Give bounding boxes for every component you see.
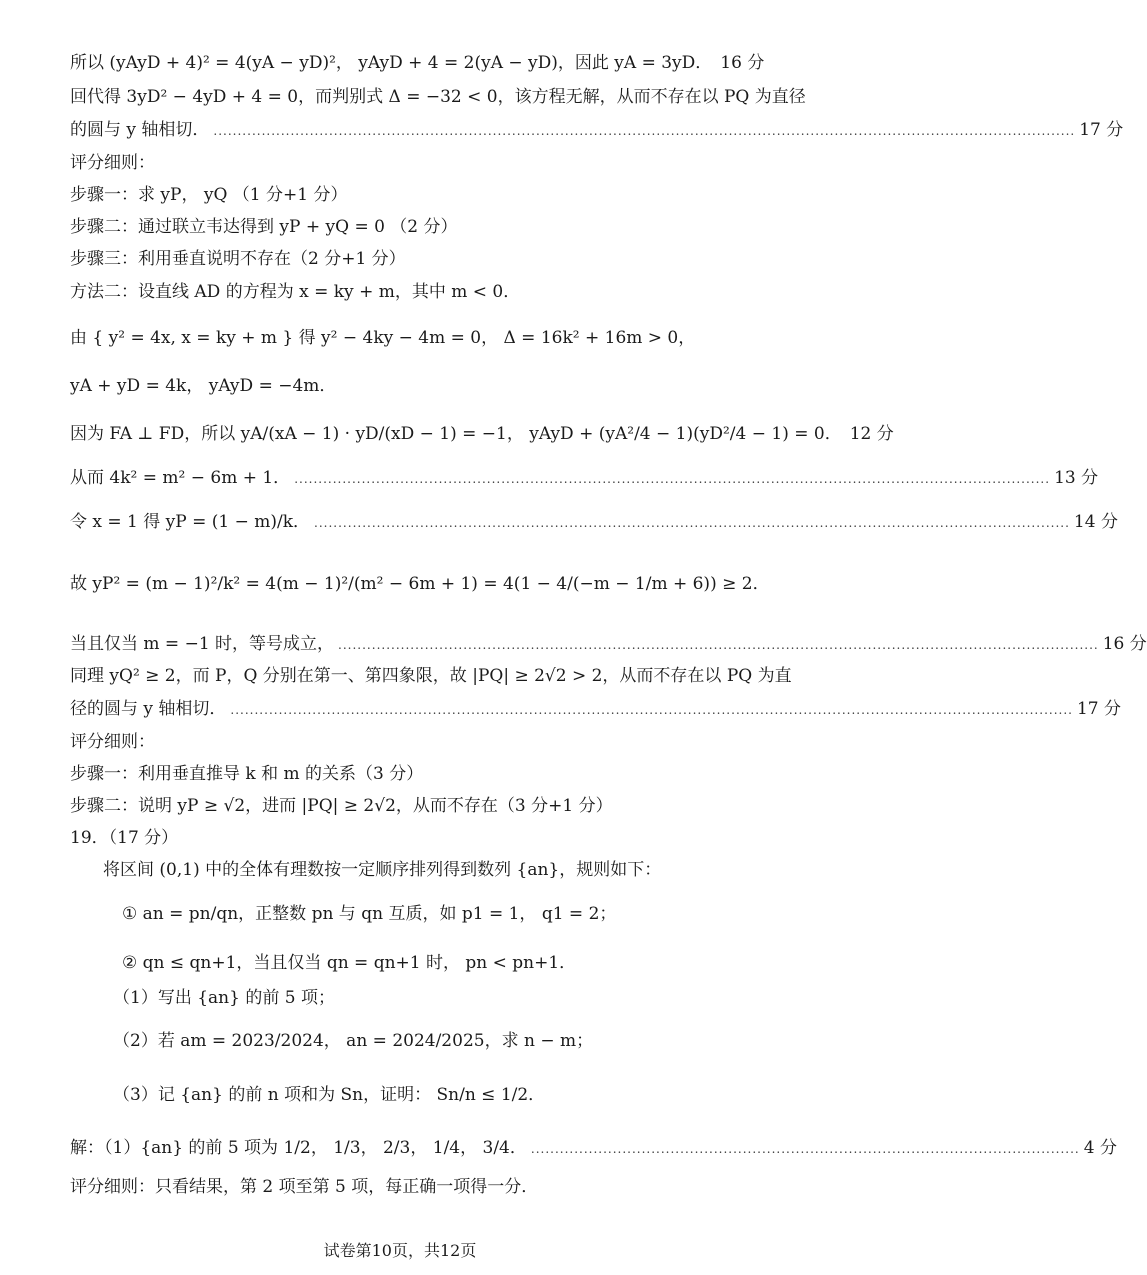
line-text: 当且仅当 m = −1 时，等号成立，: [70, 634, 335, 654]
rubric2-step-1: 步骤一：利用垂直推导 k 和 m 的关系（3 分）: [70, 764, 424, 784]
line-16pts-a: [70, 53, 765, 73]
rubric2-step-2: 步骤二：说明 yP ≥ √2，进而 |PQ| ≥ 2√2，从而不存在（3 分+1 分）: [70, 796, 613, 816]
leader-dots: ..................................................................................................................: [530, 1142, 1080, 1156]
leader-dots: .............................................................................................................................................................: [294, 472, 1051, 486]
rubric-heading-2: 评分细则：: [70, 732, 155, 752]
sub-question-1: （1）写出 {an} 的前 5 项；: [113, 988, 335, 1008]
rubric-step-3: 步骤三：利用垂直说明不存在（2 分+1 分）: [70, 249, 406, 269]
system-equation-line: 由 { y² = 4x, x = ky + m } 得 y² − 4ky − 4m = 0， Δ = 16k² + 16m > 0，: [70, 328, 696, 348]
inequality-line: 故 yP² = (m − 1)²/k² = 4(m − 1)²/(m² − 6m + 1) = 4(1 − 4/(−m − 1/m + 6)) ≥ 2．: [70, 574, 770, 594]
score-label: 14 分: [1073, 512, 1118, 532]
leader-dots: .............................................................................................................................................................: [314, 516, 1070, 530]
score-label: 17 分: [1079, 120, 1124, 140]
line-13pts: [70, 468, 1099, 488]
score-label: 13 分: [1054, 468, 1099, 488]
leader-dots: ...............................................................................................................................................................................: [230, 703, 1073, 717]
line-12pts: [70, 424, 894, 444]
score-label: 4 分: [1083, 1138, 1117, 1158]
sub-question-3: （3）记 {an} 的前 n 项和为 Sn，证明： Sn/n ≤ 1/2．: [113, 1085, 546, 1105]
line-text: 从而 4k² = m² − 6m + 1．: [70, 468, 291, 488]
line-17pts-a: [70, 120, 1124, 140]
line-text: 径的圆与 y 轴相切．: [70, 699, 227, 719]
vieta-line: yA + yD = 4k， yAyD = −4m．: [70, 376, 337, 396]
line-text: 回代得 3yD² − 4yD + 4 = 0，而判别式 Δ = −32 < 0，该方程无解，从而不存在以 PQ 为直径: [70, 87, 806, 107]
rule-1: ① an = pn/qn，正整数 pn 与 qn 互质，如 p1 = 1， q1 = 2；: [122, 904, 617, 924]
rubric-note-q19: 评分细则：只看结果，第 2 项至第 5 项，每正确一项得一分．: [70, 1177, 539, 1197]
leader-dots: ...................................................................................................................................................................................: [213, 124, 1076, 138]
rubric-step-2: 步骤二：通过联立韦达得到 yP + yQ = 0 （2 分）: [70, 217, 458, 237]
similarly-line: 同理 yQ² ≥ 2，而 P，Q 分别在第一、第四象限，故 |PQ| ≥ 2√2 > 2，从而不存在以 PQ 为直: [70, 666, 792, 686]
page-footer: [0, 1238, 800, 1261]
solution-part-1: [70, 1138, 1117, 1158]
score-label: 16 分: [720, 53, 765, 73]
line-text: 令 x = 1 得 yP = (1 − m)/k．: [70, 512, 311, 532]
rubric-step-1: 步骤一：求 yP， yQ （1 分+1 分）: [70, 185, 348, 205]
rubric-heading-1: 评分细则：: [70, 153, 155, 173]
score-label: 17 分: [1076, 699, 1121, 719]
score-label: 16 分: [1102, 634, 1147, 654]
line-14pts: [70, 512, 1118, 532]
sub-question-2: （2）若 am = 2023/2024， an = 2024/2025，求 n − m；: [113, 1031, 594, 1051]
score-label: 12 分: [849, 424, 894, 444]
line-substitute: [70, 87, 806, 107]
line-text: 解：（1）{an} 的前 5 项为 1/2， 1/3， 2/3， 1/4， 3/4．: [70, 1138, 527, 1158]
question-19-header: 19．（17 分）: [70, 828, 179, 848]
line-text: 所以 (yAyD + 4)² = 4(yA − yD)²， yAyD + 4 = 2(yA − yD)，因此 yA = 3yD．: [70, 53, 713, 73]
line-text: 的圆与 y 轴相切．: [70, 120, 210, 140]
line-text: 因为 FA ⊥ FD，所以 yA/(xA − 1) · yD/(xD − 1) = −1， yAyD + (yA²/4 − 1)(yD²/4 − 1) = 0．: [70, 424, 842, 444]
rule-2: ② qn ≤ qn+1，当且仅当 qn = qn+1 时， pn < pn+1．: [122, 953, 577, 973]
question-19-intro: 将区间 (0,1) 中的全体有理数按一定顺序排列得到数列 {an}，规则如下：: [103, 860, 662, 880]
method-two-line: 方法二：设直线 AD 的方程为 x = ky + m，其中 m < 0．: [70, 282, 521, 302]
page-number: 试卷第10页，共12页: [323, 1241, 477, 1260]
line-17pts-b: [70, 699, 1121, 719]
leader-dots: ..............................................................................................................................................................: [338, 638, 1099, 652]
line-16pts-b: [70, 634, 1147, 654]
